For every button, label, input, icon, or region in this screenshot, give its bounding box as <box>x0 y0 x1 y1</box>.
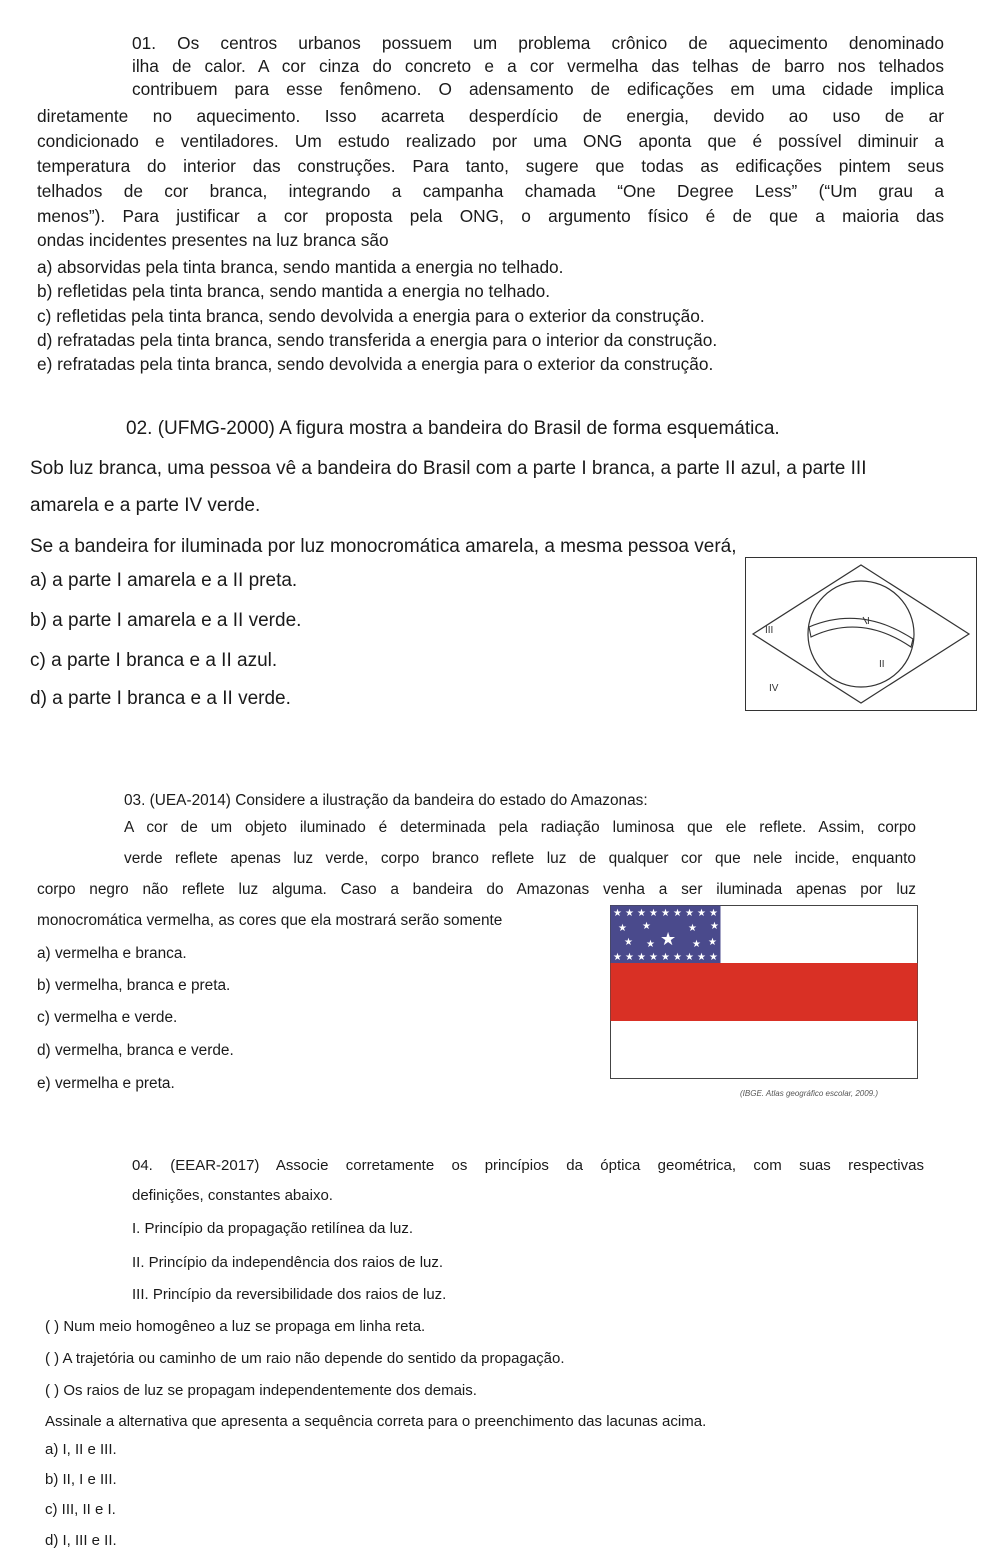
flag-star: ★ <box>673 952 682 963</box>
q4-heading: 04. (EEAR-2017) Associe corretamente os princípios da óptica geométrica, com suas respectivas <box>132 1157 924 1174</box>
q4-principle-ii: II. Princípio da independência dos raios de luz. <box>132 1254 444 1271</box>
flag-star: ★ <box>673 908 682 919</box>
q4-option-b: b) II, I e III. <box>45 1471 117 1488</box>
brazil-flag-diagram <box>745 557 977 711</box>
q3-heading: 03. (UEA-2014) Considere a ilustração da bandeira do estado do Amazonas: <box>124 792 648 809</box>
flag-star: ★ <box>625 908 634 919</box>
flag-label-ii: II <box>879 659 885 670</box>
q1-line: 01. Os centros urbanos possuem um problema crônico de aquecimento denominado <box>132 33 944 53</box>
flag-star: ★ <box>708 937 717 948</box>
q4-blank-1: ( ) Num meio homogêneo a luz se propaga em linha reta. <box>45 1318 426 1335</box>
q4-option-a: a) I, II e III. <box>45 1441 117 1458</box>
flag-star: ★ <box>613 908 622 919</box>
q1-option-e: e) refratadas pela tinta branca, sendo devolvida a energia para o exterior da construção. <box>37 354 714 374</box>
q4-option-c: c) III, II e I. <box>45 1501 116 1518</box>
q1-option-a: a) absorvidas pela tinta branca, sendo mantida a energia no telhado. <box>37 257 564 277</box>
amazonas-flag <box>610 905 918 1079</box>
flag-star: ★ <box>710 921 719 932</box>
q2-option-a: a) a parte I amarela e a II preta. <box>30 570 298 591</box>
q1-option-d: d) refratadas pela tinta branca, sendo transferida a energia para o interior da construção. <box>37 330 718 350</box>
q3-option-d: d) vermelha, branca e verde. <box>37 1042 234 1059</box>
flag-star: ★ <box>709 908 718 919</box>
flag-star: ★ <box>642 921 651 932</box>
q3-option-a: a) vermelha e branca. <box>37 945 187 962</box>
flag-red-stripe <box>611 963 918 1021</box>
q3-option-c: c) vermelha e verde. <box>37 1009 178 1026</box>
q1-line: temperatura do interior das construções. Para tanto, sugere que todas as edificações pintem seus <box>37 156 944 176</box>
flag-label-iii: III <box>765 625 774 636</box>
q2-option-b: b) a parte I amarela e a II verde. <box>30 610 302 631</box>
flag-star: ★ <box>637 952 646 963</box>
flag-star: ★ <box>618 923 627 934</box>
flag-star: ★ <box>688 923 697 934</box>
q3-option-b: b) vermelha, branca e preta. <box>37 977 231 994</box>
flag-star: ★ <box>613 952 622 963</box>
q3-line: A cor de um objeto iluminado é determinada pela radiação luminosa que ele reflete. Assim, corpo <box>124 819 916 836</box>
flag-label-iv: IV <box>769 683 779 694</box>
q4-line: definições, constantes abaixo. <box>132 1187 333 1204</box>
flag-star: ★ <box>637 908 646 919</box>
q3-line: monocromática vermelha, as cores que ela mostrará serão somente <box>37 912 503 929</box>
flag-star: ★ <box>685 908 694 919</box>
flag-label-i: I <box>867 616 870 627</box>
q1-line: ilha de calor. A cor cinza do concreto e a cor vermelha das telhas de barro nos telhados <box>132 56 944 76</box>
q3-source: (IBGE. Atlas geográfico escolar, 2009.) <box>740 1089 878 1098</box>
flag-star: ★ <box>697 952 706 963</box>
flag-star: ★ <box>685 952 694 963</box>
q3-line: corpo negro não reflete luz alguma. Caso a bandeira do Amazonas venha a ser iluminada apenas por luz <box>37 881 916 898</box>
q4-blank-3: ( ) Os raios de luz se propagam independentemente dos demais. <box>45 1382 477 1399</box>
q1-line: contribuem para esse fenômeno. O adensamento de edificações em uma cidade implica <box>132 79 944 99</box>
q2-line: Sob luz branca, uma pessoa vê a bandeira do Brasil com a parte I branca, a parte II azul, a parte III <box>30 458 867 479</box>
q4-principle-i: I. Princípio da propagação retilínea da luz. <box>132 1220 414 1237</box>
q4-instruction: Assinale a alternativa que apresenta a sequência correta para o preenchimento das lacunas acima. <box>45 1413 707 1430</box>
flag-star: ★ <box>624 937 633 948</box>
flag-star: ★ <box>661 952 670 963</box>
q1-line: diretamente no aquecimento. Isso acarreta desperdício de energia, devido ao uso de ar <box>37 106 944 126</box>
flag-star: ★ <box>649 908 658 919</box>
flag-star: ★ <box>660 929 677 950</box>
q1-line: menos”). Para justificar a cor proposta pela ONG, o argumento físico é de que a maioria das <box>37 206 944 226</box>
q2-option-d: d) a parte I branca e a II verde. <box>30 688 291 709</box>
q3-line: verde reflete apenas luz verde, corpo branco reflete luz de qualquer cor que nele incide, enquanto <box>124 850 916 867</box>
q2-line: amarela e a parte IV verde. <box>30 495 261 516</box>
q2-line: Se a bandeira for iluminada por luz monocromática amarela, a mesma pessoa verá, <box>30 536 737 557</box>
q4-option-d: d) I, III e II. <box>45 1532 117 1549</box>
q1-line: condicionado e ventiladores. Um estudo realizado por uma ONG aponta que é possível diminuir a <box>37 131 944 151</box>
q3-option-e: e) vermelha e preta. <box>37 1075 175 1092</box>
flag-star: ★ <box>625 952 634 963</box>
flag-star: ★ <box>697 908 706 919</box>
flag-star: ★ <box>709 952 718 963</box>
q4-blank-2: ( ) A trajetória ou caminho de um raio não depende do sentido da propagação. <box>45 1350 565 1367</box>
q2-heading: 02. (UFMG-2000) A figura mostra a bandeira do Brasil de forma esquemática. <box>126 418 780 439</box>
q2-option-c: c) a parte I branca e a II azul. <box>30 650 278 671</box>
q1-line: telhados de cor branca, integrando a campanha chamada “One Degree Less” (“Um grau a <box>37 181 944 201</box>
q1-option-c: c) refletidas pela tinta branca, sendo devolvida a energia para o exterior da construção. <box>37 306 705 326</box>
flag-star: ★ <box>661 908 670 919</box>
flag-star: ★ <box>646 939 655 950</box>
flag-star: ★ <box>649 952 658 963</box>
q4-principle-iii: III. Princípio da reversibilidade dos raios de luz. <box>132 1286 447 1303</box>
flag-star: ★ <box>692 939 701 950</box>
q1-line: ondas incidentes presentes na luz branca são <box>37 230 389 250</box>
q1-option-b: b) refletidas pela tinta branca, sendo mantida a energia no telhado. <box>37 281 551 301</box>
